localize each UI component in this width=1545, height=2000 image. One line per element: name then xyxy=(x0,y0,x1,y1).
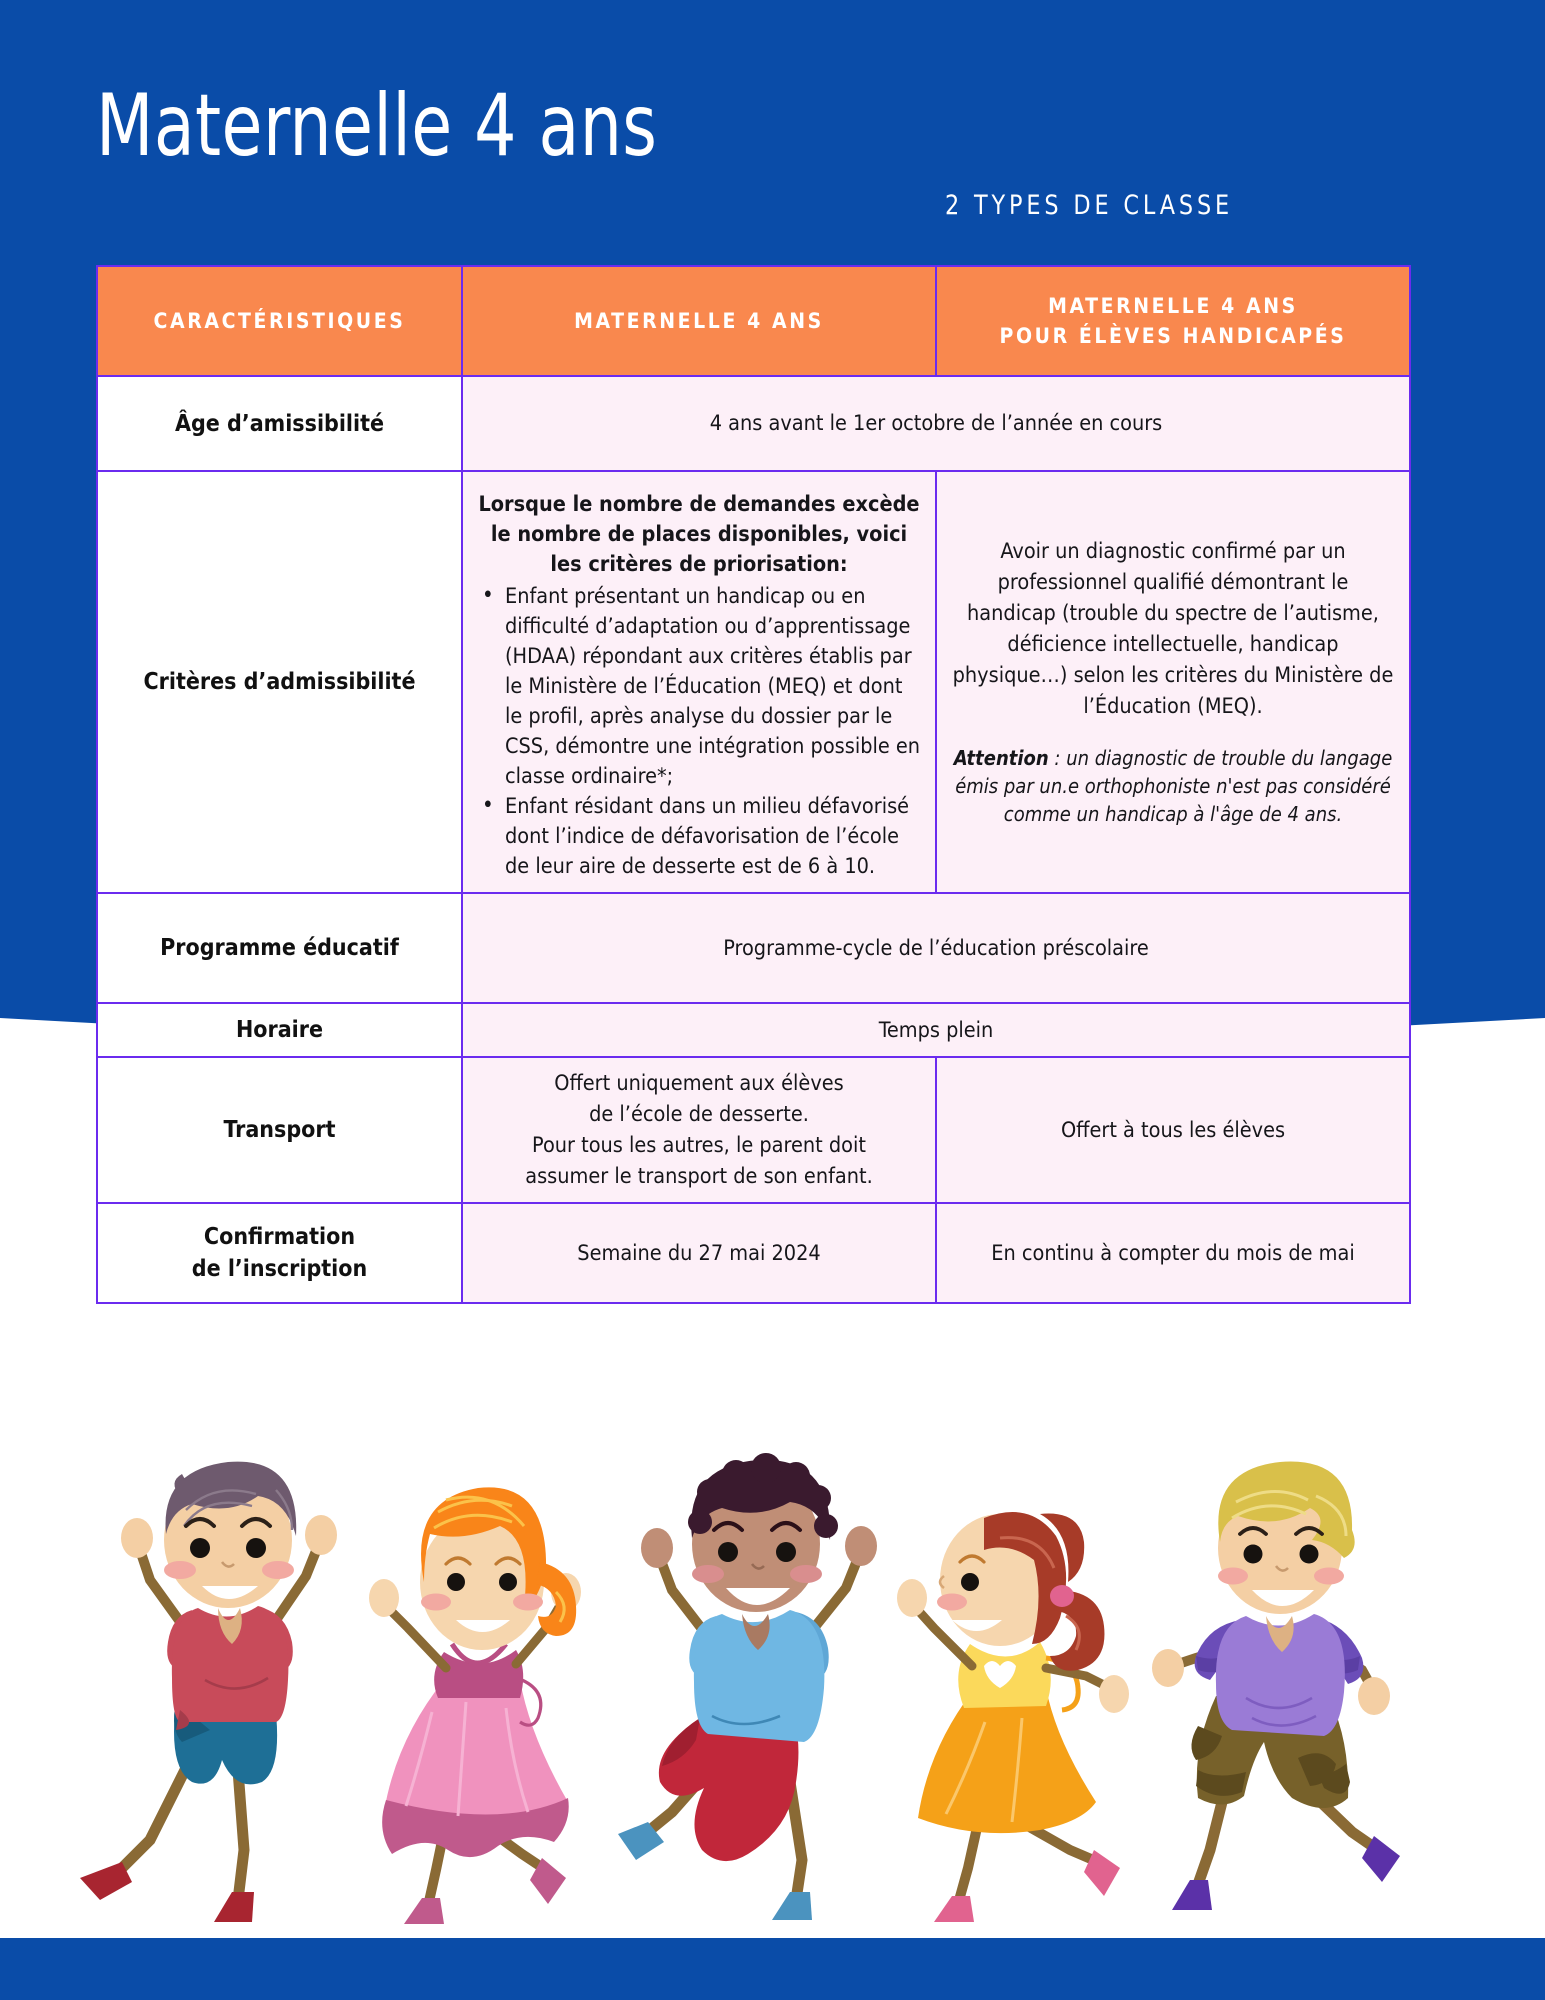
table-header xyxy=(97,266,1410,376)
column-header-maternelle: MATERNELLE 4 ANS xyxy=(462,266,936,376)
row-value-age: 4 ans avant le 1er octobre de l’année en cours xyxy=(462,376,1410,471)
row-label-confirmation xyxy=(97,1203,462,1303)
table-row-criteres xyxy=(97,471,1410,893)
row-value-confirmation-maternelle: Semaine du 27 mai 2024 xyxy=(462,1203,936,1303)
column-header-maternelle-handicapes xyxy=(936,266,1410,376)
row-value-confirmation-handicap: En continu à compter du mois de mai xyxy=(936,1203,1410,1303)
table-header-row xyxy=(97,266,1410,376)
column-header-caracteristiques: CARACTÉRISTIQUES xyxy=(97,266,462,376)
table-body xyxy=(97,376,1410,1303)
child-boy-red-shirt xyxy=(80,1462,337,1922)
child-boy-blue-shirt xyxy=(618,1453,877,1920)
poster-header xyxy=(0,0,1545,255)
confirmation-label-line2: de l’inscription xyxy=(191,1256,368,1282)
row-value-criteres-handicap xyxy=(936,471,1410,893)
confirmation-label-line1: Confirmation xyxy=(203,1224,356,1250)
row-value-criteres-maternelle xyxy=(462,471,936,893)
comparison-table xyxy=(96,265,1411,1304)
criteres-bullet-list xyxy=(477,582,921,882)
row-value-transport-handicap: Offert à tous les élèves xyxy=(936,1057,1410,1203)
table-row-programme xyxy=(97,893,1410,1003)
row-value-transport-maternelle xyxy=(462,1057,936,1203)
criteres-heading: Lorsque le nombre de demandes excède le nombre de places disponibles, voici les critères de priorisation: xyxy=(478,492,920,577)
column-header-handicap-line2: POUR ÉLÈVES HANDICAPÉS xyxy=(999,324,1347,348)
transport-line-1: Offert uniquement aux élèves xyxy=(554,1071,844,1096)
row-label-criteres: Critères d’admissibilité xyxy=(97,471,462,893)
table-row-transport xyxy=(97,1057,1410,1203)
page-title: Maternelle 4 ans xyxy=(96,76,658,176)
attention-note xyxy=(951,744,1395,828)
row-label-programme: Programme éducatif xyxy=(97,893,462,1003)
attention-text: : un diagnostic de trouble du langage émis par un.e orthophoniste n'est pas considéré comme un handicap à l'âge de 4 ans. xyxy=(955,746,1393,826)
table-row-age xyxy=(97,376,1410,471)
row-label-horaire: Horaire xyxy=(97,1003,462,1057)
table-row-horaire xyxy=(97,1003,1410,1057)
row-label-transport: Transport xyxy=(97,1057,462,1203)
row-value-horaire: Temps plein xyxy=(462,1003,1410,1057)
paragraph-spacer xyxy=(951,722,1395,744)
blue-background-bottom-bar xyxy=(0,1938,1545,2000)
criteres-bullet-1: • Enfant présentant un handicap ou en difficulté d’adaptation ou d’apprentissage (HDAA) répondant aux critères établis par le Ministère de l’Éducation (MEQ) et dont le profil, après analyse du dossier par le CSS, démontre une intégration possible en classe ordinaire*; xyxy=(477,582,921,792)
table-row-confirmation xyxy=(97,1203,1410,1303)
transport-line-4: assumer le transport de son enfant. xyxy=(525,1164,873,1189)
child-girl-yellow-top xyxy=(897,1512,1129,1922)
transport-line-3: Pour tous les autres, le parent doit xyxy=(532,1133,866,1158)
five-jumping-children-illustration xyxy=(0,1430,1545,1940)
criteres-handicap-paragraph: Avoir un diagnostic confirmé par un professionnel qualifié démontrant le handicap (trouble du spectre de l’autisme, déficience intellectuelle, handicap physique…) selon les critères du Ministère de l’Éducation (MEQ). xyxy=(952,539,1394,719)
attention-label: Attention xyxy=(953,746,1049,770)
column-header-handicap-line1: MATERNELLE 4 ANS xyxy=(1048,294,1298,318)
child-girl-orange-hair xyxy=(369,1487,581,1924)
child-boy-purple-shirt xyxy=(1152,1462,1400,1910)
page-subtitle: 2 TYPES DE CLASSE xyxy=(945,190,1234,221)
criteres-bullet-2: • Enfant résidant dans un milieu défavorisé dont l’indice de défavorisation de l’école de leur aire de desserte est de 6 à 10. xyxy=(477,792,921,882)
transport-line-2: de l’école de desserte. xyxy=(589,1102,809,1127)
row-label-age: Âge d’amissibilité xyxy=(97,376,462,471)
row-value-programme: Programme-cycle de l’éducation préscolaire xyxy=(462,893,1410,1003)
